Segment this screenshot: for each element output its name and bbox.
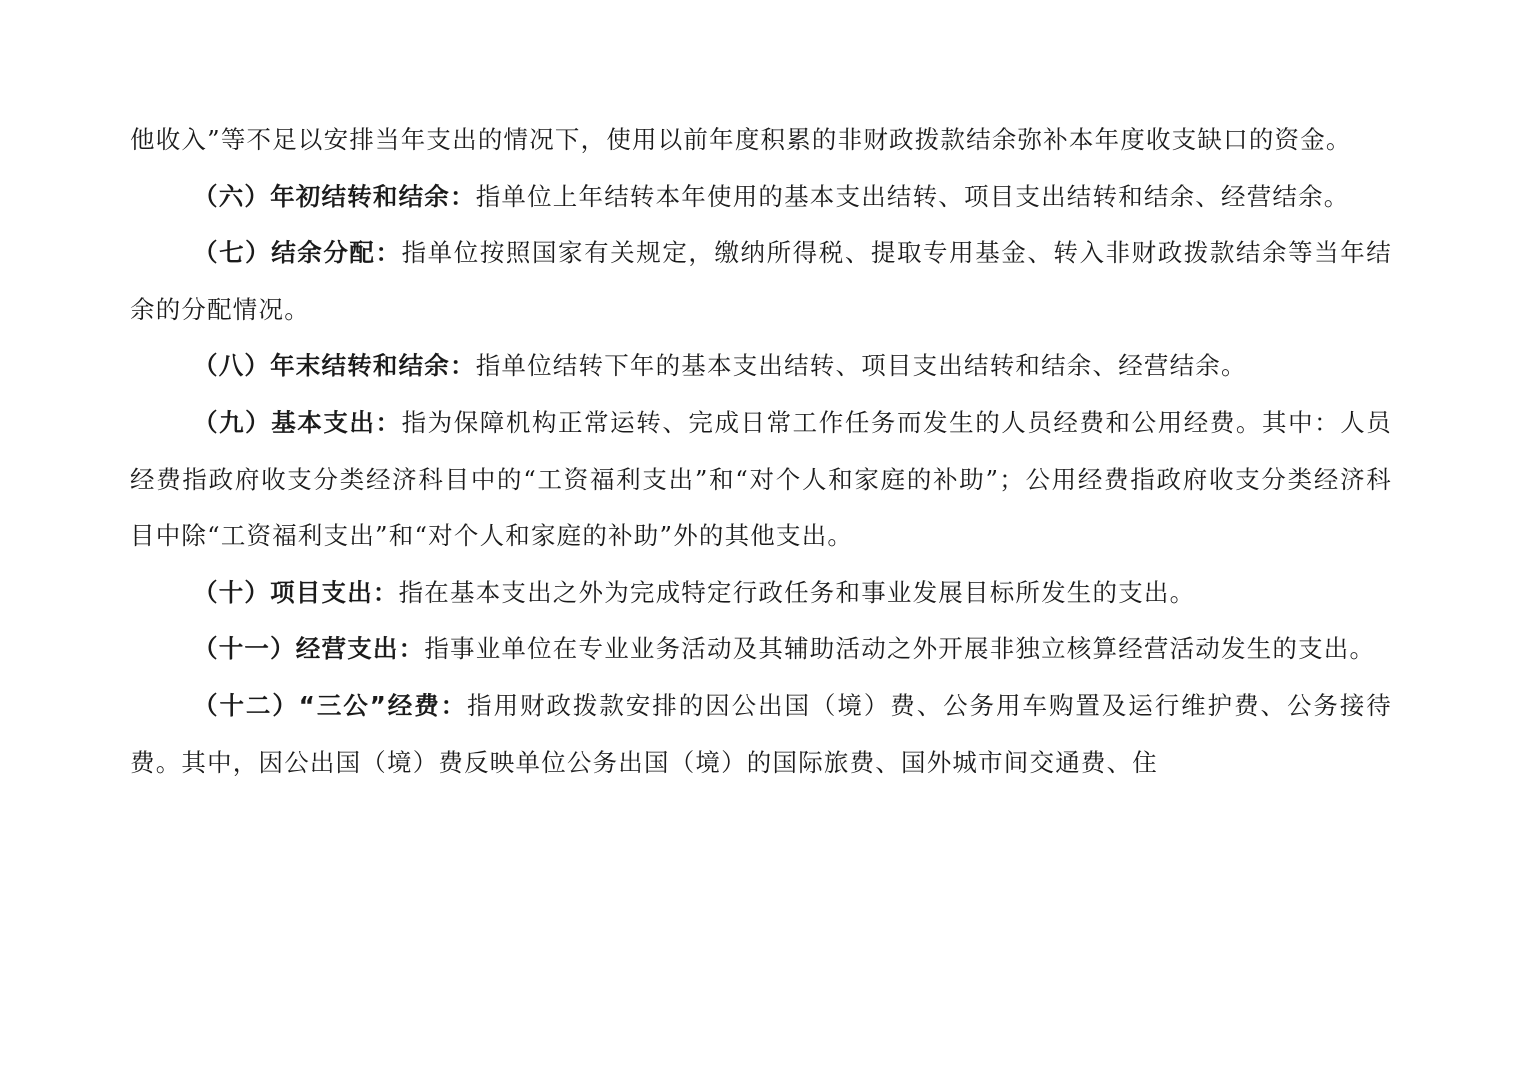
paragraph-basic-expenditure: [130, 395, 1392, 565]
paragraph-text: 指在基本支出之外为完成特定行政任务和事业发展目标所发生的支出。: [398, 577, 1196, 607]
paragraph-operating-expenditure: [130, 621, 1392, 678]
term-heading: （八）年末结转和结余：: [193, 351, 476, 381]
paragraph-surplus-distribution: [130, 225, 1392, 338]
paragraph-text: 指为保障机构正常运转、完成日常工作任务而发生的人员经费和公用经费。其中：人员经费指政府收支分类经济科目中的“工资福利支出”和“对个人和家庭的补助”；公用经费指政府收支分类经济科目中除“工资福利支出”和“对个人和家庭的补助”外的其他支出。: [130, 407, 1392, 551]
paragraph-project-expenditure: [130, 565, 1392, 622]
paragraph-continuation: [130, 112, 1392, 169]
paragraph-three-public-expenses: [130, 678, 1392, 791]
paragraph-year-end-carryover: [130, 338, 1392, 395]
paragraph-text: 指单位上年结转本年使用的基本支出结转、项目支出结转和结余、经营结余。: [475, 181, 1350, 211]
term-heading: （九）基本支出：: [193, 407, 402, 437]
term-heading: （七）结余分配：: [193, 238, 402, 268]
paragraph-text: 指单位按照国家有关规定，缴纳所得税、提取专用基金、转入非财政拨款结余等当年结余的分配情况。: [130, 238, 1392, 324]
paragraph-text: 指单位结转下年的基本支出结转、项目支出结转和结余、经营结余。: [475, 351, 1247, 381]
paragraph-year-start-carryover: [130, 169, 1392, 226]
term-heading: （十）项目支出：: [193, 577, 399, 607]
paragraph-text: 他收入”等不足以安排当年支出的情况下，使用以前年度积累的非财政拨款结余弥补本年度收支缺口的资金。: [130, 125, 1352, 154]
term-heading: （十二）“三公”经费：: [193, 690, 468, 720]
term-heading: （六）年初结转和结余：: [193, 181, 476, 211]
document-page: [130, 112, 1392, 791]
term-heading: （十一）经营支出：: [193, 634, 425, 664]
paragraph-text: 指事业单位在专业业务活动及其辅助活动之外开展非独立核算经营活动发生的支出。: [424, 634, 1376, 664]
paragraph-text: 指用财政拨款安排的因公出国（境）费、公务用车购置及运行维护费、公务接待费。其中，因公出国（境）费反映单位公务出国（境）的国际旅费、国外城市间交通费、住: [130, 690, 1393, 777]
